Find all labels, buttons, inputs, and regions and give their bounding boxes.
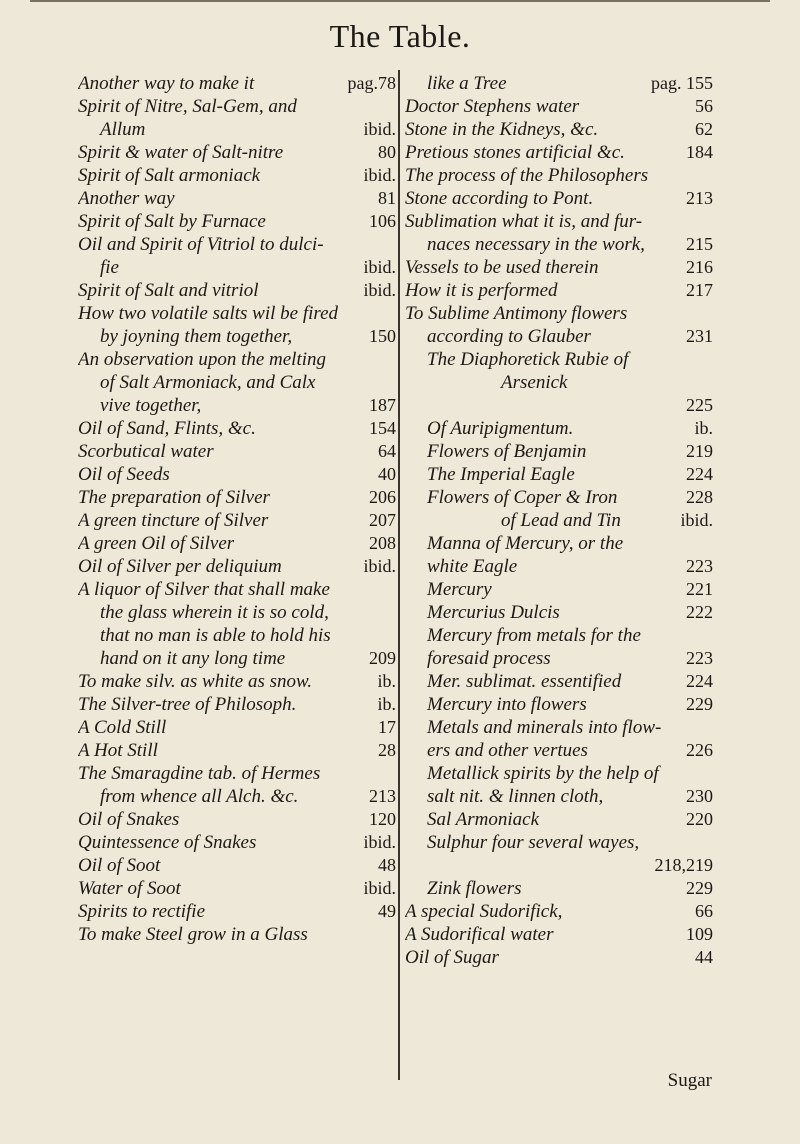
left-index-entry <box>78 670 396 693</box>
entry-page: ibid. <box>680 510 713 530</box>
entry-page: 226 <box>686 740 713 760</box>
entry-page: 62 <box>695 119 713 139</box>
right-index-entry <box>405 118 713 141</box>
left-index-entry <box>78 256 396 279</box>
entry-text: Sublimation what it is, and fur- <box>405 211 643 232</box>
right-index-entry <box>405 900 713 923</box>
entry-text: A green Oil of Silver <box>78 533 235 554</box>
entry-text: To Sublime Antimony flowers <box>405 303 628 324</box>
entry-page: 219 <box>686 441 713 461</box>
entry-text: Arsenick <box>501 372 568 393</box>
left-index-entry <box>78 118 396 141</box>
entry-page: 208 <box>369 533 396 553</box>
left-index-entry <box>78 95 396 118</box>
entry-text: Mercury from metals for the <box>427 625 641 646</box>
entry-page: 56 <box>695 96 713 116</box>
column-divider <box>398 70 400 1080</box>
entry-page: 229 <box>686 878 713 898</box>
entry-text: Doctor Stephens water <box>405 96 580 117</box>
right-index-entry <box>405 394 713 417</box>
entry-page: 150 <box>369 326 396 346</box>
entry-text: of Salt Armoniack, and Calx <box>100 372 316 393</box>
entry-text: To make Steel grow in a Glass <box>78 924 308 945</box>
entry-text: ers and other vertues <box>427 740 588 761</box>
entry-page: 209 <box>369 648 396 668</box>
entry-text: A green tincture of Silver <box>78 510 269 531</box>
right-index-entry <box>405 831 713 854</box>
left-index-entry <box>78 509 396 532</box>
entry-page: 187 <box>369 395 396 415</box>
entry-page: 224 <box>686 464 713 484</box>
left-index-entry <box>78 72 396 95</box>
entry-text: Manna of Mercury, or the <box>427 533 624 554</box>
entry-text: Flowers of Benjamin <box>427 441 587 462</box>
entry-text: that no man is able to hold his <box>100 625 331 646</box>
right-index-entry <box>405 624 713 647</box>
entry-text: fie <box>100 257 119 278</box>
entry-text: foresaid process <box>427 648 551 669</box>
right-index-entry <box>405 279 713 302</box>
entry-text: A Sudorifical water <box>405 924 554 945</box>
entry-text: Oil of Sand, Flints, &c. <box>78 418 256 439</box>
entry-page: 213 <box>369 786 396 806</box>
right-index-entry <box>405 463 713 486</box>
entry-text: To make silv. as white as snow. <box>78 671 312 692</box>
right-index-entry <box>405 854 713 877</box>
entry-page: 222 <box>686 602 713 622</box>
entry-page: 44 <box>695 947 713 967</box>
left-index-entry <box>78 394 396 417</box>
entry-text: Scorbutical water <box>78 441 214 462</box>
entry-text: salt nit. & linnen cloth, <box>427 786 604 807</box>
entry-text: Sulphur four several wayes, <box>427 832 640 853</box>
left-index-entry <box>78 647 396 670</box>
entry-page: 223 <box>686 556 713 576</box>
left-index-entry <box>78 371 396 394</box>
right-index-entry <box>405 877 713 900</box>
entry-page: pag.78 <box>347 73 396 93</box>
entry-text: Sal Armoniack <box>427 809 540 830</box>
entry-text: The Silver-tree of Philosoph. <box>78 694 297 715</box>
left-index-entry <box>78 440 396 463</box>
left-index-entry <box>78 716 396 739</box>
entry-page: ibid. <box>363 556 396 576</box>
entry-page: 230 <box>686 786 713 806</box>
right-index-entry <box>405 348 713 371</box>
entry-page: 64 <box>378 441 396 461</box>
entry-page: 81 <box>378 188 396 208</box>
left-index-entry <box>78 348 396 371</box>
entry-text: according to Glauber <box>427 326 591 347</box>
entry-text: The preparation of Silver <box>78 487 270 508</box>
right-index-entry <box>405 95 713 118</box>
entry-text: Oil of Sugar <box>405 947 499 968</box>
left-index-entry <box>78 877 396 900</box>
entry-text: Of Auripigmentum. <box>427 418 574 439</box>
right-index-entry <box>405 233 713 256</box>
entry-page: 220 <box>686 809 713 829</box>
entry-page: 216 <box>686 257 713 277</box>
entry-text: Spirits to rectifie <box>78 901 206 922</box>
left-index-entry <box>78 693 396 716</box>
right-index-entry <box>405 946 713 969</box>
entry-text: The process of the Philosophers <box>405 165 649 186</box>
entry-text: Quintessence of Snakes <box>78 832 257 853</box>
entry-text: Metallick spirits by the help of <box>427 763 659 784</box>
left-index-entry <box>78 141 396 164</box>
entry-page: 224 <box>686 671 713 691</box>
entry-text: An observation upon the melting <box>78 349 327 370</box>
right-index-entry <box>405 739 713 762</box>
entry-text: hand on it any long time <box>100 648 286 669</box>
entry-page: 215 <box>686 234 713 254</box>
entry-page: ibid. <box>363 119 396 139</box>
right-index-entry <box>405 693 713 716</box>
right-index-entry <box>405 256 713 279</box>
entry-text: How it is performed <box>405 280 558 301</box>
entry-text: Flowers of Coper & Iron <box>427 487 618 508</box>
left-index-entry <box>78 624 396 647</box>
right-index-entry <box>405 785 713 808</box>
right-index-entry <box>405 647 713 670</box>
entry-page: ibid. <box>363 878 396 898</box>
right-index-entry <box>405 417 713 440</box>
entry-text: Spirit of Salt and vitriol <box>78 280 259 301</box>
entry-text: A Cold Still <box>78 717 167 738</box>
right-index-entry <box>405 72 713 95</box>
entry-page: pag. 155 <box>651 73 713 93</box>
entry-text: naces necessary in the work, <box>427 234 645 255</box>
entry-text: Oil of Snakes <box>78 809 180 830</box>
entry-page: 218,219 <box>654 855 713 875</box>
entry-page: 229 <box>686 694 713 714</box>
left-index-entry <box>78 187 396 210</box>
entry-text: A special Sudorifick, <box>405 901 563 922</box>
entry-text: A liquor of Silver that shall make <box>78 579 330 600</box>
entry-page: 217 <box>686 280 713 300</box>
entry-page: 228 <box>686 487 713 507</box>
right-index-entry <box>405 302 713 325</box>
left-index-entry <box>78 325 396 348</box>
entry-text: from whence all Alch. &c. <box>100 786 299 807</box>
right-index-entry <box>405 555 713 578</box>
right-index-entry <box>405 210 713 233</box>
entry-page: 48 <box>378 855 396 875</box>
entry-text: Allum <box>100 119 146 140</box>
entry-text: Oil and Spirit of Vitriol to dulci- <box>78 234 324 255</box>
entry-page: 17 <box>378 717 396 737</box>
right-index-entry <box>405 578 713 601</box>
left-index-entry <box>78 831 396 854</box>
right-index-entry <box>405 601 713 624</box>
entry-page: 154 <box>369 418 396 438</box>
right-index-entry <box>405 164 713 187</box>
entry-page: 184 <box>686 142 713 162</box>
right-index-entry <box>405 670 713 693</box>
entry-text: like a Tree <box>427 73 507 94</box>
left-index-entry <box>78 578 396 601</box>
left-index-entry <box>78 900 396 923</box>
right-index-entry <box>405 325 713 348</box>
entry-page: ibid. <box>363 832 396 852</box>
entry-page: 109 <box>686 924 713 944</box>
entry-text: Pretious stones artificial &c. <box>405 142 625 163</box>
entry-text: Stone in the Kidneys, &c. <box>405 119 599 140</box>
right-index-entry <box>405 716 713 739</box>
entry-text: vive together, <box>100 395 202 416</box>
left-index-entry <box>78 486 396 509</box>
entry-text: Spirit of Salt armoniack <box>78 165 261 186</box>
left-index-entry <box>78 601 396 624</box>
right-index-entry <box>405 486 713 509</box>
entry-text: Spirit & water of Salt-nitre <box>78 142 284 163</box>
entry-text: Metals and minerals into flow- <box>427 717 662 738</box>
right-index-entry <box>405 762 713 785</box>
entry-text: Mer. sublimat. essentified <box>427 671 622 692</box>
entry-text: Another way <box>78 188 175 209</box>
right-index-entry <box>405 923 713 946</box>
left-index-entry <box>78 854 396 877</box>
entry-text: white Eagle <box>427 556 518 577</box>
entry-text: Oil of Silver per deliquium <box>78 556 282 577</box>
left-index-entry <box>78 923 396 946</box>
entry-text: Oil of Seeds <box>78 464 170 485</box>
entry-text: Vessels to be used therein <box>405 257 599 278</box>
right-index-entry <box>405 187 713 210</box>
left-index-entry <box>78 210 396 233</box>
left-column <box>78 72 396 946</box>
entry-page: ib. <box>694 418 713 438</box>
entry-text: Mercury <box>427 579 492 600</box>
entry-page: 66 <box>695 901 713 921</box>
right-column <box>405 72 713 969</box>
entry-page: 231 <box>686 326 713 346</box>
entry-text: of Lead and Tin <box>501 510 621 531</box>
right-index-entry <box>405 509 713 532</box>
entry-text: Spirit of Salt by Furnace <box>78 211 266 232</box>
entry-page: 213 <box>686 188 713 208</box>
top-rule <box>30 0 770 2</box>
entry-text: The Diaphoretick Rubie of <box>427 349 629 370</box>
entry-page: 207 <box>369 510 396 530</box>
entry-text: The Smaragdine tab. of Hermes <box>78 763 321 784</box>
right-index-entry <box>405 141 713 164</box>
entry-text: Zink flowers <box>427 878 522 899</box>
entry-text: Another way to make it <box>78 73 255 94</box>
left-index-entry <box>78 785 396 808</box>
left-index-entry <box>78 739 396 762</box>
entry-text: The Imperial Eagle <box>427 464 575 485</box>
entry-text: Spirit of Nitre, Sal-Gem, and <box>78 96 297 117</box>
entry-text: the glass wherein it is so cold, <box>100 602 329 623</box>
left-index-entry <box>78 279 396 302</box>
entry-page: ibid. <box>363 280 396 300</box>
entry-page: ibid. <box>363 257 396 277</box>
entry-page: 40 <box>378 464 396 484</box>
page-title: The Table. <box>329 18 471 54</box>
entry-page: 28 <box>378 740 396 760</box>
left-index-entry <box>78 808 396 831</box>
entry-text: How two volatile salts wil be fired <box>78 303 339 324</box>
entry-page: ibid. <box>363 165 396 185</box>
right-index-entry <box>405 371 713 394</box>
entry-text: Mercury into flowers <box>427 694 587 715</box>
entry-page: ib. <box>377 671 396 691</box>
entry-text: A Hot Still <box>78 740 158 761</box>
entry-page: 120 <box>369 809 396 829</box>
left-index-entry <box>78 463 396 486</box>
left-index-entry <box>78 762 396 785</box>
entry-page: 106 <box>369 211 396 231</box>
entry-text: Oil of Soot <box>78 855 161 876</box>
entry-page: 80 <box>378 142 396 162</box>
left-index-entry <box>78 302 396 325</box>
entry-page: 221 <box>686 579 713 599</box>
left-index-entry <box>78 555 396 578</box>
entry-text: Mercurius Dulcis <box>427 602 560 623</box>
entry-text: Water of Soot <box>78 878 181 899</box>
entry-text: by joyning them together, <box>100 326 293 347</box>
entry-page: ib. <box>377 694 396 714</box>
entry-page: 223 <box>686 648 713 668</box>
right-index-entry <box>405 440 713 463</box>
left-index-entry <box>78 164 396 187</box>
entry-page: 225 <box>686 395 713 415</box>
right-index-entry <box>405 532 713 555</box>
entry-text: Stone according to Pont. <box>405 188 594 209</box>
left-index-entry <box>78 532 396 555</box>
entry-page: 49 <box>378 901 396 921</box>
left-index-entry <box>78 417 396 440</box>
catchword: Sugar <box>667 1070 712 1091</box>
entry-page: 206 <box>369 487 396 507</box>
right-index-entry <box>405 808 713 831</box>
left-index-entry <box>78 233 396 256</box>
